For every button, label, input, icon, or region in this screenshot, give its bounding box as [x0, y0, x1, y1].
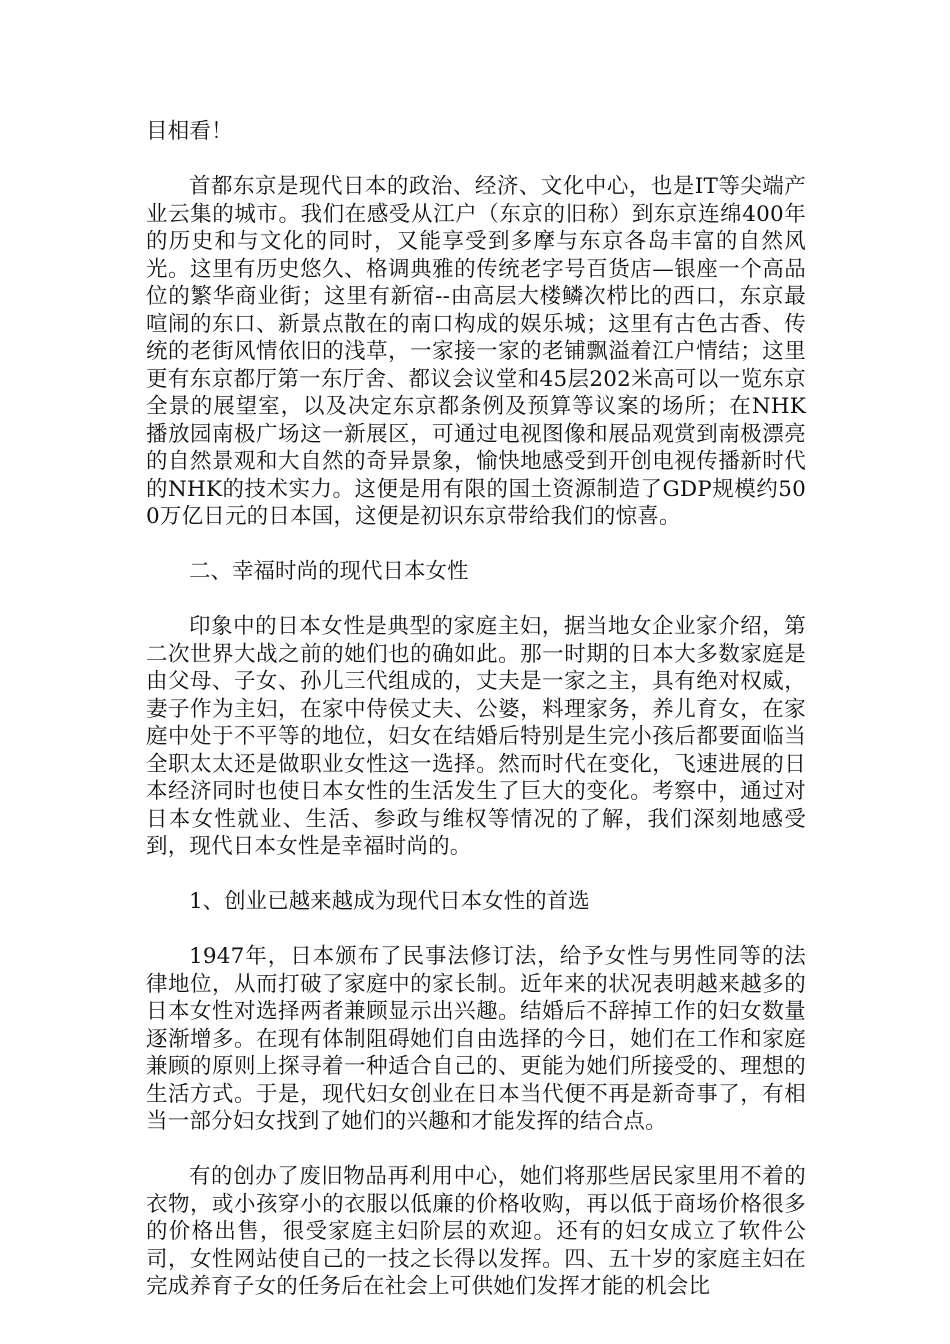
paragraph-gap	[146, 531, 806, 559]
paragraph-recycling: 有的创办了废旧物品再利用中心，她们将那些居民家里用不着的衣物，或小孩穿小的衣服以低廉的价格收购，再以低于商场价格很多的价格出售，很受家庭主妇阶层的欢迎。还有的妇女成立了软件公司，女性网站使自己的一技之长得以发挥。四、五十岁的家庭主妇在完成养育子女的任务后在社会上可供她们发挥才能的机会比	[146, 1164, 806, 1299]
paragraph-gap	[146, 916, 806, 944]
paragraph-gap	[146, 1136, 806, 1164]
paragraph-gap	[146, 861, 806, 889]
document-body	[146, 118, 806, 1301]
paragraph-tokyo: 首都东京是现代日本的政治、经济、文化中心，也是IT等尖端产业云集的城市。我们在感受从江户（东京的旧称）到东京连绵400年的历史和与文化的同时，又能享受到多摩与东京各岛丰富的自然风光。这里有历史悠久、格调典雅的传统老字号百货店—银座一个高品位的繁华商业街；这里有新宿--由高层大楼鳞次栉比的西口，东京最喧闹的东口、新景点散在的南口构成的娱乐城；这里有古色古香、传统的老街风情依旧的浅草，一家接一家的老铺飘溢着江户情结；这里更有东京都厅第一东厅舍、都议会议堂和45层202米高可以一览东京全景的展望室，以及决定东京都条例及预算等议案的场所；在NHK播放园南极广场这一新展区，可通过电视图像和展品观赏到南极漂亮的自然景观和大自然的奇异景象，愉快地感受到开创电视传播新时代的NHK的技术实力。这便是用有限的国土资源制造了GDP规模约500万亿日元的日本国，这便是初识东京带给我们的惊喜。	[146, 174, 806, 529]
paragraph-1947: 1947年，日本颁布了民事法修订法，给予女性与男性同等的法律地位，从而打破了家庭中的家长制。近年来的状况表明越来越多的日本女性对选择两者兼顾显示出兴趣。结婚后不辞掉工作的妇女数量逐渐增多。在现有体制阻碍她们自由选择的今日，她们在工作和家庭兼顾的原则上探寻着一种适合自己的、更能为她们所接受的、理想的生活方式。于是，现代妇女创业在日本当代便不再是新奇事了，有相当一部分妇女找到了她们的兴趣和才能发挥的结合点。	[146, 944, 806, 1134]
paragraph-impression: 印象中的日本女性是典型的家庭主妇，据当地女企业家介绍，第二次世界大战之前的她们也的确如此。那一时期的日本大多数家庭是由父母、子女、孙儿三代组成的，丈夫是一家之主，具有绝对权威，妻子作为主妇，在家中侍侯丈夫、公婆，料理家务，养儿育女，在家庭中处于不平等的地位，妇女在结婚后特别是生完小孩后都要面临当全职太太还是做职业女性这一选择。然而时代在变化，飞速进展的日本经济同时也使日本女性的生活发生了巨大的变化。考察中，通过对日本女性就业、生活、参政与维权等情况的了解，我们深刻地感受到，现代日本女性是幸福时尚的。	[146, 614, 806, 859]
paragraph-gap	[146, 586, 806, 614]
subsection-heading-one: 1、创业已越来越成为现代日本女性的首选	[189, 889, 590, 914]
opening-line: 目相看！	[146, 119, 233, 144]
section-heading-two: 二、幸福时尚的现代日本女性	[189, 559, 469, 584]
paragraph-gap	[146, 146, 806, 174]
